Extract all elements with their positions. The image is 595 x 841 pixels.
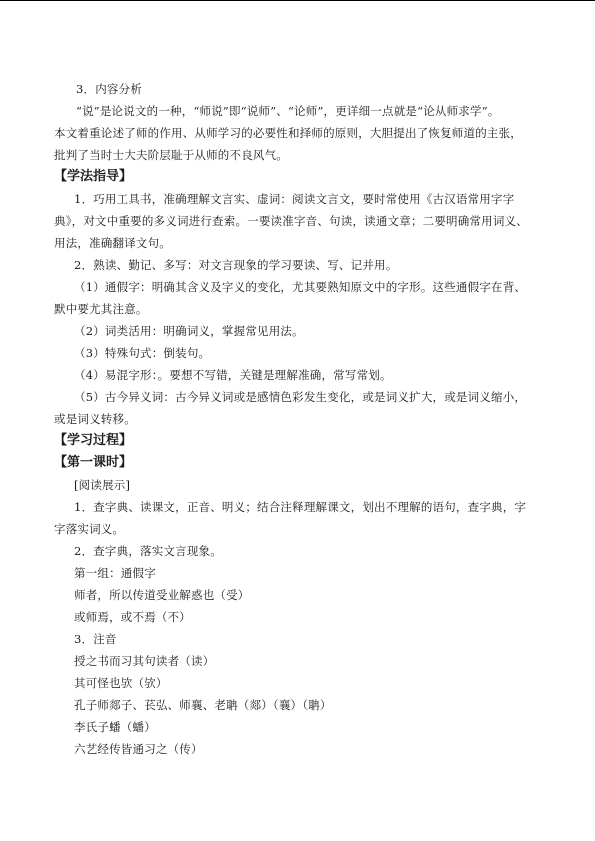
paragraph-line: 用法，准确翻译文句。: [54, 236, 171, 250]
paragraph-line: “说”是论说文的一种，“师说”即“说师”、“论师”，更详细一点就是“论从师求学”。: [76, 104, 500, 118]
heading-learning-process: 【学习过程】: [54, 433, 133, 448]
heading-method-guide: 【学法指导】: [54, 169, 133, 184]
section-title-content-analysis: 3．内容分析: [76, 82, 143, 96]
paragraph-line: 2．查字典，落实文言现象。: [74, 544, 222, 558]
paragraph-line: 字落实词义。: [54, 522, 125, 536]
example-line: 授之书而习其句读者（读）: [74, 654, 215, 668]
paragraph-line: 或是词义转移。: [54, 412, 136, 426]
paragraph-line: 2．熟读、勤记、多写：对文言现象的学习要读、写、记并用。: [74, 258, 398, 272]
example-line: 或师焉，或不焉（不）: [74, 610, 191, 624]
header-rule: [0, 0, 595, 1]
paragraph-line: （1）通假字：明确其含义及字义的变化，尤其要熟知原文中的字形。这些通假字在背、: [74, 280, 527, 294]
paragraph-line: 1．巧用工具书，准确理解文言实、虚词：阅读文言文，要时常使用《古汉语常用字字: [74, 192, 515, 206]
paragraph-line: （5）古今异义词：古今异义词或是感情色彩发生变化，或是词义扩大，或是词义缩小，: [74, 390, 527, 404]
section-title-pronunciation: 3．注音: [74, 632, 117, 646]
document-page: [54, 78, 544, 760]
heading-lesson-one: 【第一课时】: [54, 455, 133, 470]
example-line: 孔子师郯子、苌弘、师襄、老聃（郯）（襄）（聃）: [74, 698, 332, 712]
example-line: 李氏子蟠（蟠）: [74, 720, 156, 734]
group-label: 第一组：通假字: [74, 566, 156, 580]
subheading-reading-show: [阅读展示]: [74, 478, 131, 492]
example-line: 其可怪也欤（欤）: [74, 676, 168, 690]
paragraph-line: （3）特殊句式：倒装句。: [74, 346, 211, 360]
paragraph-line: （2）词类活用：明确词义，掌握常见用法。: [74, 324, 304, 338]
paragraph-line: 本文着重论述了师的作用、从师学习的必要性和择师的原则，大胆提出了恢复师道的主张，: [54, 126, 522, 140]
paragraph-line: 批判了当时士大夫阶层耻于从师的不良风气。: [54, 148, 288, 162]
example-line: 师者，所以传道受业解惑也（受）: [74, 588, 250, 602]
paragraph-line: 典》，对文中重要的多义词进行查索。一要读准字音、句读，读通文章；二要明确常用词义、: [54, 214, 528, 228]
paragraph-line: （4）易混字形：。要想不写错，关键是理解准确，常写常划。: [74, 368, 392, 382]
paragraph-line: 1．查字典、读课文，正音、明义；结合注释理解课文，划出不理解的语句，查字典，字: [74, 500, 527, 514]
example-line: 六艺经传皆通习之（传）: [74, 742, 203, 756]
paragraph-line: 默中要尤其注意。: [54, 302, 148, 316]
